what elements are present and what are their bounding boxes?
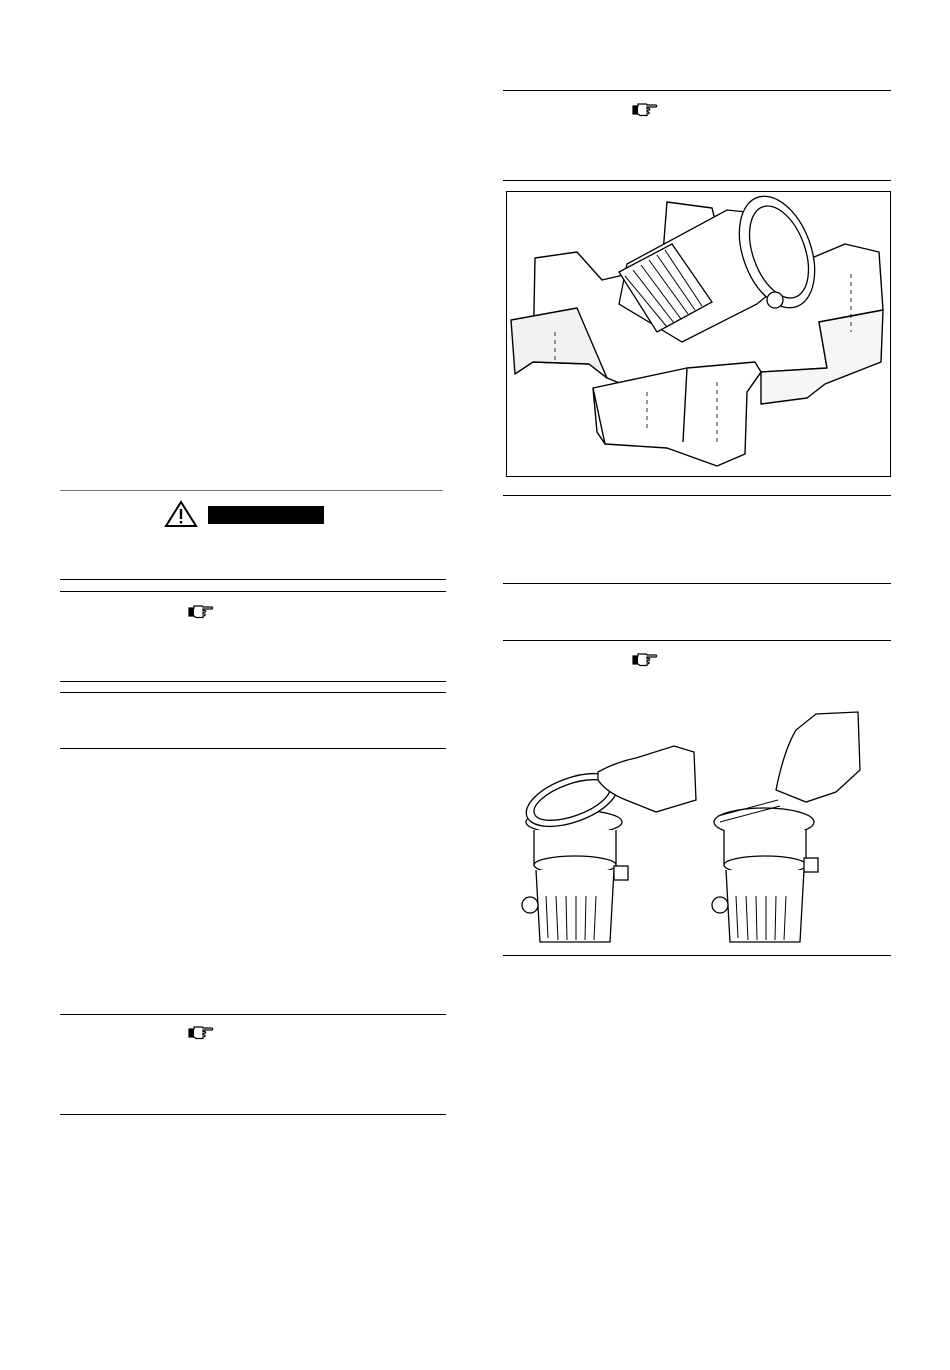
pointing-hand-icon [188, 604, 214, 620]
pump-in-foam-packaging-illustration [506, 191, 891, 477]
separator-rule [60, 681, 446, 682]
pointing-hand-icon [188, 1025, 214, 1041]
separator-rule [503, 955, 891, 956]
separator-rule [60, 1114, 446, 1115]
pointing-hand-icon [632, 102, 658, 118]
separator-rule [60, 579, 446, 580]
removing-inlet-cover-illustration [506, 700, 889, 952]
warning-triangle-icon [164, 500, 198, 528]
separator-rule [503, 180, 891, 181]
separator-rule [60, 591, 446, 592]
separator-rule [60, 692, 446, 693]
separator-rule [60, 748, 446, 749]
separator-rule [60, 490, 443, 491]
separator-rule [503, 640, 891, 641]
separator-rule [60, 1014, 446, 1015]
pointing-hand-icon [632, 652, 658, 668]
separator-rule [503, 495, 891, 496]
warning-label-bar [208, 506, 324, 524]
separator-rule [503, 583, 891, 584]
separator-rule [503, 90, 891, 91]
